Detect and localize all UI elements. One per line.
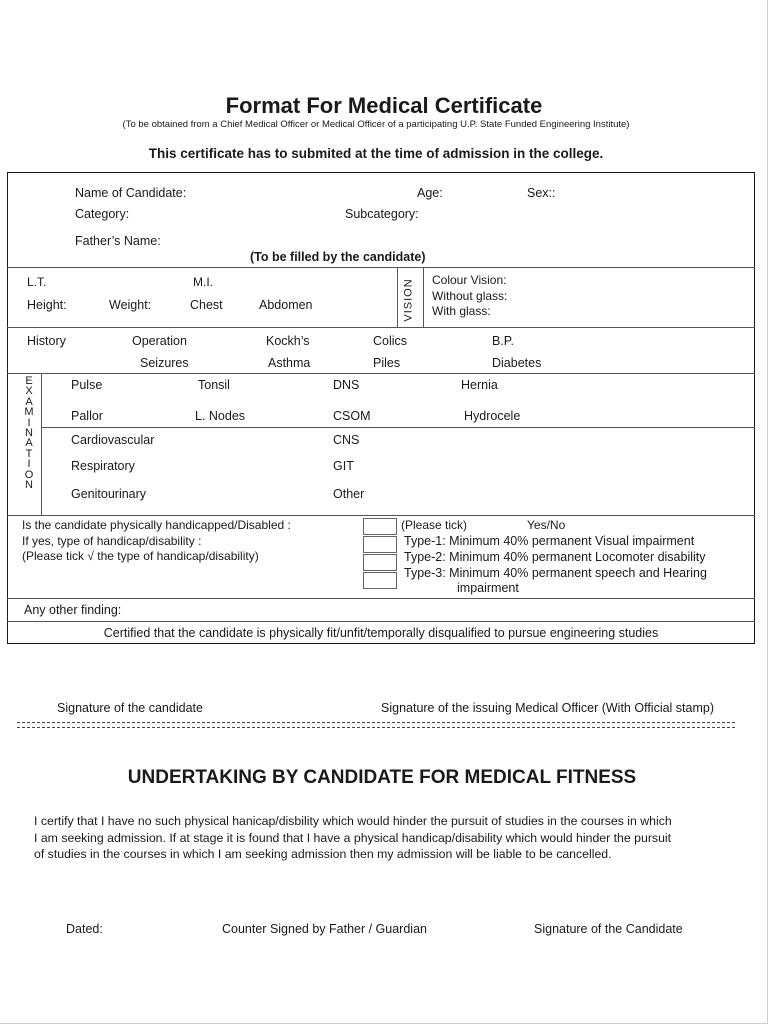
divider — [41, 427, 755, 428]
kockhs-label: Kockh’s — [266, 334, 310, 348]
respiratory-label: Respiratory — [71, 459, 135, 473]
divider — [7, 598, 755, 599]
pallor-label: Pallor — [71, 409, 103, 423]
type-2-checkbox[interactable] — [363, 554, 397, 571]
yes-no-label: Yes/No — [527, 518, 566, 532]
genitourinary-label: Genitourinary — [71, 487, 147, 501]
type-3-label-continued: impairment — [457, 581, 519, 595]
asthma-label: Asthma — [268, 356, 311, 370]
candidate-signature-label: Signature of the candidate — [57, 701, 203, 715]
cut-line-top — [17, 722, 735, 723]
vision-divider-left — [397, 267, 398, 327]
page-title: Format For Medical Certificate — [225, 93, 543, 118]
type-1-label: Type-1: Minimum 40% permanent Visual impairment — [404, 534, 695, 548]
without-glass-label: Without glass: — [432, 289, 508, 303]
type-3-checkbox[interactable] — [363, 572, 397, 589]
please-tick-note: (Please tick) — [401, 518, 468, 532]
disabled-yes-no-checkbox[interactable] — [363, 518, 397, 535]
with-glass-label: With glass: — [432, 304, 491, 318]
history-label: History — [27, 334, 66, 348]
vision-label: VISION — [403, 278, 416, 322]
counter-signed-label: Counter Signed by Father / Guardian — [222, 922, 427, 936]
dated-label: Dated: — [66, 922, 103, 936]
divider — [7, 373, 755, 374]
bp-label: B.P. — [492, 334, 515, 348]
examination-vertical-label: E X A M I N A T I O N — [24, 375, 34, 492]
type-3-label: Type-3: Minimum 40% permanent speech and Hearing — [404, 566, 707, 580]
medical-officer-signature-label: Signature of the issuing Medical Officer (With Official stamp) — [381, 701, 715, 715]
divider — [7, 621, 755, 622]
undertaking-title: UNDERTAKING BY CANDIDATE FOR MEDICAL FITNESS — [127, 767, 637, 788]
piles-label: Piles — [373, 356, 401, 370]
handicap-type-prompt: If yes, type of handicap/disability : — [22, 534, 202, 548]
candidate-final-signature-label: Signature of the Candidate — [534, 922, 683, 936]
abdomen-label: Abdomen — [259, 298, 313, 312]
sex-label: Sex:: — [527, 186, 556, 200]
divider — [7, 267, 755, 268]
colour-vision-label: Colour Vision: — [432, 273, 507, 287]
tonsil-label: Tonsil — [198, 378, 230, 392]
cut-line-bottom — [17, 727, 735, 728]
other-label: Other — [333, 487, 365, 501]
chest-label: Chest — [190, 298, 223, 312]
name-of-candidate-label: Name of Candidate: — [75, 186, 187, 200]
handicap-tick-instruction: (Please tick √ the type of handicap/disability) — [22, 549, 259, 563]
git-label: GIT — [333, 459, 354, 473]
type-2-label: Type-2: Minimum 40% permanent Locomoter disability — [404, 550, 706, 564]
other-finding-label: Any other finding: — [24, 603, 122, 617]
category-label: Category: — [75, 207, 130, 221]
undertaking-line: I certify that I have no such physical hanicap/disbility which would hinder the pursuit of studies in the courses in which — [34, 814, 672, 828]
divider — [7, 515, 755, 516]
diabetes-label: Diabetes — [492, 356, 542, 370]
hydrocele-label: Hydrocele — [464, 409, 521, 423]
undertaking-statement — [34, 813, 734, 863]
fathers-name-label: Father’s Name: — [75, 234, 161, 248]
filled-by-candidate-note: (To be filled by the candidate) — [250, 250, 426, 264]
type-1-checkbox[interactable] — [363, 536, 397, 553]
seizures-label: Seizures — [140, 356, 189, 370]
examination-column-divider — [41, 373, 42, 515]
cns-label: CNS — [333, 433, 360, 447]
handicap-question: Is the candidate physically handicapped/Disabled : — [22, 518, 291, 532]
undertaking-line: of studies in the courses in which I am seeking admission then my admission will be liable to be cancelled. — [34, 847, 612, 861]
colics-label: Colics — [373, 334, 408, 348]
cardiovascular-label: Cardiovascular — [71, 433, 155, 447]
undertaking-line: I am seeking admission. If at stage it is found that I have a physical handicap/disability which would hinder the pursuit — [34, 830, 672, 845]
hernia-label: Hernia — [461, 378, 498, 392]
divider — [7, 327, 755, 328]
subcategory-label: Subcategory: — [345, 207, 419, 221]
page-subtitle: (To be obtained from a Chief Medical Officer or Medical Officer of a participating U.P. State Funded Engineering Institute) — [122, 119, 630, 130]
pulse-label: Pulse — [71, 378, 103, 392]
lymph-nodes-label: L. Nodes — [195, 409, 246, 423]
height-label: Height: — [27, 298, 67, 312]
csom-label: CSOM — [333, 409, 371, 423]
mi-label: M.I. — [193, 275, 213, 289]
operation-label: Operation — [132, 334, 187, 348]
vision-divider-right — [423, 267, 424, 327]
certification-statement: Certified that the candidate is physically fit/unfit/temporally disqualified to pursue engineering studies — [103, 626, 659, 640]
lt-label: L.T. — [27, 275, 47, 289]
submission-instruction: This certificate has to submited at the time of admission in the college. — [148, 146, 604, 161]
weight-label: Weight: — [109, 298, 152, 312]
dns-label: DNS — [333, 378, 360, 392]
age-label: Age: — [417, 186, 443, 200]
